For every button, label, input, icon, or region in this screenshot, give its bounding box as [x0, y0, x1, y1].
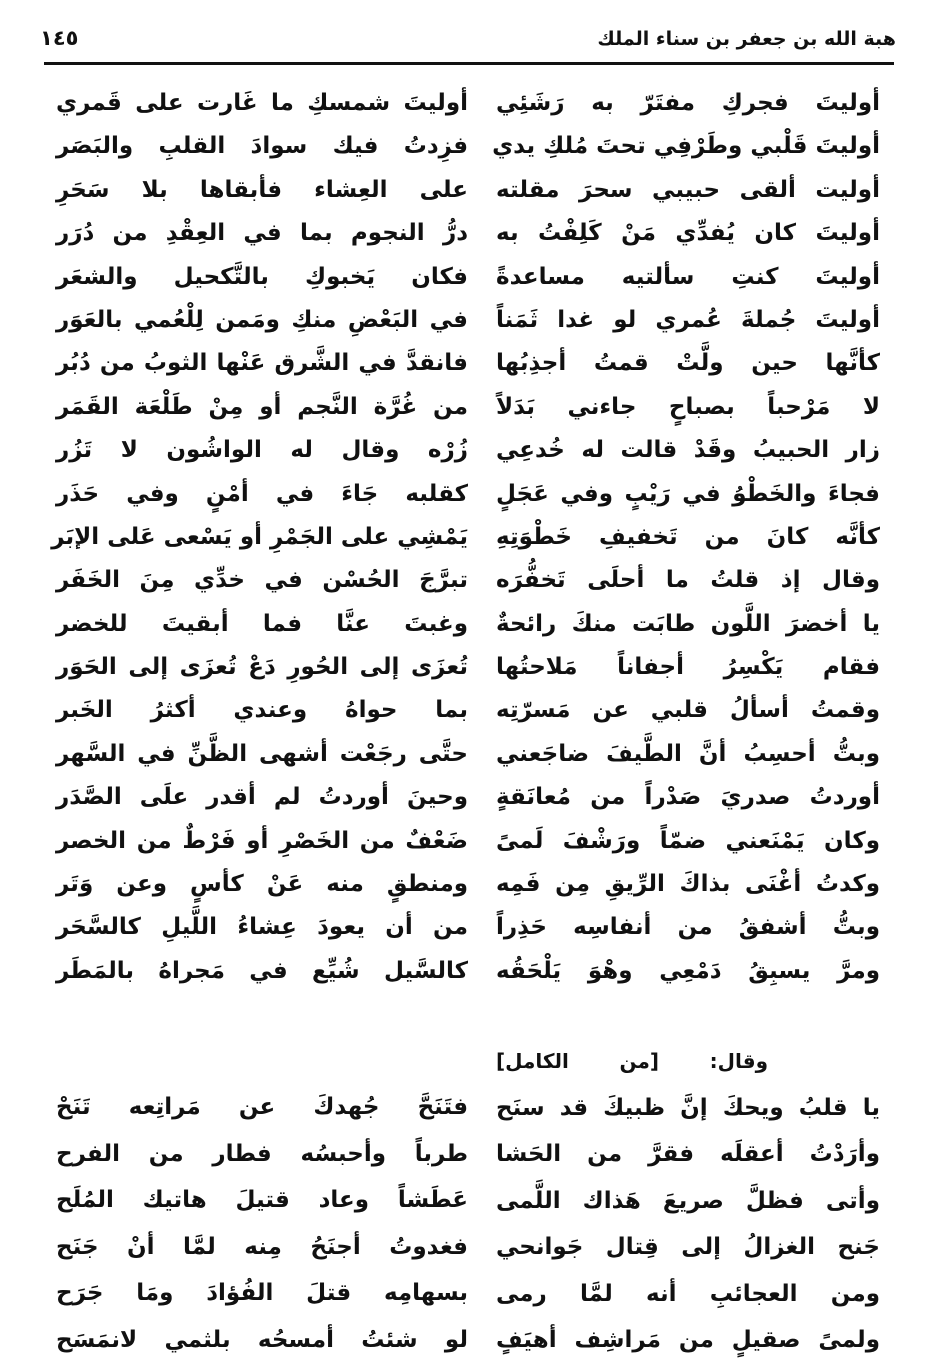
verse-line: درُّ النجوم بما في العِقْدِ من دُرَر [56, 220, 468, 247]
verse-line: في البَعْضِ منكِ ومَمن لِلْعُمي بالعَوَر [56, 306, 468, 333]
verse-line: كأنَّها حين ولَّتْ قمتُ أجذِبُها [496, 350, 880, 377]
verse-line: أوليتَ قَلْبي وطَرْفِي تحتَ مُلكِ يدي [492, 133, 880, 160]
left-column-verses-2 [56, 1084, 468, 1363]
verse-line: ضَعْفٌ من الخَصْرِ أو فَرْطٌ من الخصر [56, 827, 468, 854]
verse-line: وأتى فظلَّ صريعَ هَذاك اللَّمى [496, 1187, 880, 1214]
verse-line: وقال إذ قلتُ ما أحلَى تَخفُّرَه [496, 567, 880, 594]
verse-line: لو شئتُ أمسحُه بلثمي لانمَسَح [56, 1326, 468, 1353]
verse-line: كقلبه جَاءَ في أمْنٍ وفي حَذَر [56, 480, 468, 507]
verse-line: ومن العجائبِ أنه لمَّا رمى [496, 1280, 880, 1307]
verse-line: وأرَدْتُ أعقلَه فقرَّ من الحَشا [496, 1141, 880, 1167]
verse-line: فغدوتُ أجنَحُ مِنه لمَّا أنْ جَنَح [56, 1233, 468, 1260]
verse-line: أوليتَ كنتِ سألتيه مساعدةً [496, 263, 880, 290]
verse-line: فجاءَ والخَطْوُ في رَيْبٍ وفي عَجَلٍ [496, 480, 880, 507]
verse-line: فكان يَخبوكِ بالتَّكحيل والشعَر [56, 263, 468, 290]
verse-line: حتَّى رجَعْت أشهى الظَّنِّ في السَّهر [56, 740, 468, 767]
verse-line: وكان يَمْنَعني ضمّاً ورَشْفَ لَمىً [496, 827, 880, 854]
verse-line: يا أخضرَ اللَّون طابَت منكَ رائحةٌ [496, 610, 880, 637]
verse-line: أوردتُ صدريَ صَدْراً من مُعانَقةٍ [496, 784, 880, 811]
verse-line: لا مَرْحباً بصباحٍ جاءني بَدَلاً [496, 393, 880, 420]
verse-line: بما حواهُ وعندي أكثرُ الخَبر [56, 697, 468, 724]
left-column-verses [51, 82, 468, 993]
verse-line: فتَنَحَّ جُهدكَ عن مَراتِعه تَنَحْ [56, 1094, 468, 1120]
verse-line: طرباً وأحبسُه فطار من الفرح [56, 1140, 468, 1167]
verse-line: على العِشاء فأبقاها بلا سَحَرِ [56, 176, 468, 203]
verse-line: وغبتَ عنَّا فما أبقيتَ للخضر [56, 610, 468, 637]
verse-line: جَنح الغزالُ إلى قِتال جَوانحي [496, 1234, 880, 1260]
header-rule [44, 62, 894, 65]
running-title: هبة الله بن جعفر بن سناء الملك [597, 28, 896, 50]
verse-line: زار الحبيبُ وقَدْ قالت له خُدعِي [496, 437, 880, 464]
right-column-verses-2 [496, 1038, 880, 1364]
verse-line: أوليتَ فجركِ مفتَرّ به رَشَئِي [496, 90, 880, 116]
verse-line: وقمتُ أسألُ قلبي عن مَسرّتِه [496, 697, 880, 724]
verse-line: كأنَّه كانَ من تَخفيفِ خَطْوَتِهِ [496, 523, 880, 550]
verse-line: ولمىً صقيلٍ من مَراشِف أهيَفٍ [496, 1327, 880, 1353]
verse-line: أوليت ألقى حبيبي سحرَ مقلته [496, 176, 880, 203]
verse-line: كالسَّيل شُيِّع في مَجراهُ بالمَطَر [56, 957, 468, 984]
verse-line: وحينَ أوردتُ لم أقدر علَى الصَّدَر [56, 784, 468, 811]
verse-line: فقام يَكْسِرُ أجفاناً مَلاحتُها [496, 654, 880, 681]
verse-line: بسهامِه قتلَ الفُؤادَ ومَا جَرَح [56, 1280, 468, 1306]
verse-line: فزِدتُ فيك سوادَ القلبِ والبَصَر [56, 133, 468, 160]
verse-line: وبتُّ أحسِبُ أنَّ الطَّيفَ ضاجَعني [496, 740, 880, 767]
verse-line: أوليتَ كان يُفدِّي مَنْ كَلِفْتُ به [496, 220, 880, 247]
verse-line: أوليتَ جُملةَ عُمري لو غدا ثَمَناً [496, 306, 880, 333]
page-number: ١٤٥ [40, 26, 79, 50]
right-column-verses [492, 82, 880, 993]
verse-line: وكدتُ أغْنَى بذاكَ الرِّيقِ مِن فَمِه [496, 871, 880, 898]
verse-line: ومنطقٍ منه عَنْ كأسٍ وعن وَتَر [56, 871, 468, 898]
verse-line: زُرْه وقال له الواشُون لا تَزُر [56, 437, 468, 464]
verse-line: من غُرَّة النَّجم أو مِنْ طَلْعَة القَمَر [56, 393, 468, 420]
verse-line: فانقدَّ في الشَّرق عَنْها الثوبُ من دُبُر [56, 350, 468, 377]
verse-line: ومرَّ يسبِقُ دَمْعِي وهْوَ يَلْحَقُه [496, 957, 880, 984]
verse-line: عَطَشاً وعاد قتيلَ هاتيك المُلَح [56, 1187, 468, 1213]
verse-line: يا قلبُ ويحكَ إنَّ ظبيكَ قد سنَح [496, 1094, 880, 1121]
verse-line: أوليتَ شمسكِ ما غَارت على قَمري [56, 90, 468, 116]
section-heading: وقال: [من الكامل] [496, 1049, 768, 1073]
verse-line: تُعزَى إلى الحُورِ دَعْ تُعزَى إلى الحَوَر [56, 654, 468, 681]
verse-line: تبرَّجَ الحُسْن في خدِّي مِنَ الخَفَر [56, 567, 468, 594]
verse-line: يَمْشِي على الجَمْرِ أو يَسْعى عَلى الإبَر [51, 523, 468, 550]
verse-line: من أن يعودَ عِشاءُ اللَّيلِ كالسَّحَر [56, 914, 468, 941]
running-header [40, 22, 896, 58]
verse-line: وبتُّ أشفقُ من أنفاسِه حَذِراً [496, 914, 880, 941]
